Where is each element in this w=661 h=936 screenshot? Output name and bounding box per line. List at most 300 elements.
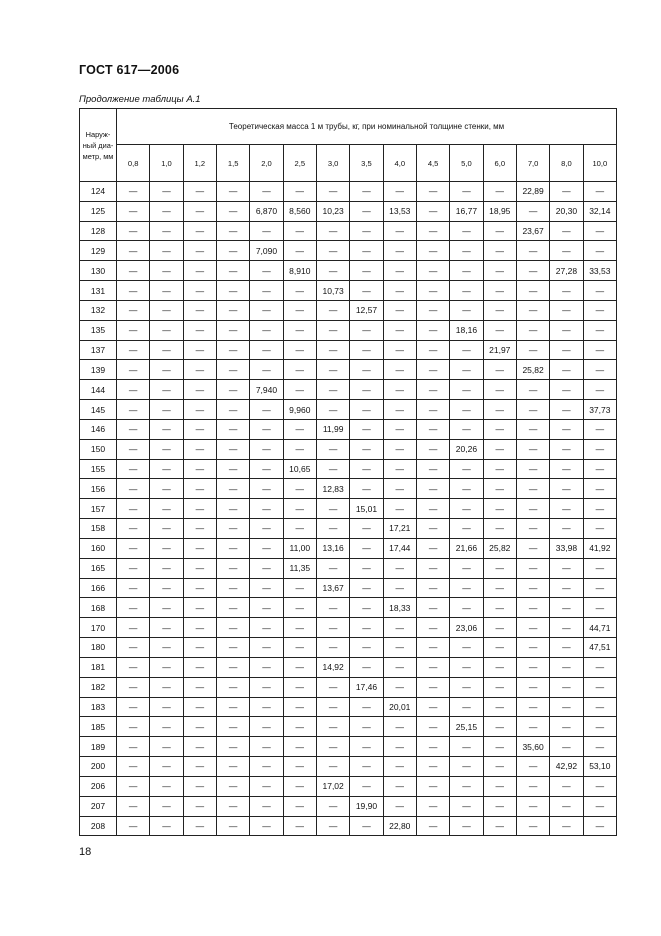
mass-cell: — xyxy=(583,677,617,697)
mass-cell: 20,26 xyxy=(450,439,483,459)
mass-cell: — xyxy=(250,360,283,380)
table-row xyxy=(80,261,617,281)
diameter-cell: 168 xyxy=(80,598,117,618)
mass-cell: — xyxy=(283,598,316,618)
mass-cell: — xyxy=(450,499,483,519)
mass-cell: — xyxy=(416,459,449,479)
mass-cell: 22,80 xyxy=(383,816,416,836)
table-row xyxy=(80,459,617,479)
mass-cell: — xyxy=(117,598,150,618)
mass-cell: — xyxy=(416,281,449,301)
mass-cell: — xyxy=(216,261,249,281)
mass-cell: — xyxy=(383,757,416,777)
mass-cell: — xyxy=(550,439,583,459)
mass-cell: — xyxy=(416,816,449,836)
mass-cell: — xyxy=(183,479,216,499)
mass-cell: — xyxy=(150,182,183,202)
mass-cell: — xyxy=(350,776,383,796)
table-row xyxy=(80,578,617,598)
mass-cell: 44,71 xyxy=(583,618,617,638)
mass-cell: — xyxy=(583,380,617,400)
mass-cell: 16,77 xyxy=(450,201,483,221)
diameter-cell: 200 xyxy=(80,757,117,777)
mass-cell: — xyxy=(183,638,216,658)
mass-cell: — xyxy=(350,201,383,221)
mass-cell: — xyxy=(150,340,183,360)
table-row xyxy=(80,717,617,737)
mass-cell: — xyxy=(283,281,316,301)
mass-cell: — xyxy=(283,796,316,816)
mass-cell: — xyxy=(416,796,449,816)
mass-cell: — xyxy=(583,320,617,340)
mass-cell: — xyxy=(583,519,617,539)
mass-cell: — xyxy=(183,400,216,420)
mass-cell: — xyxy=(416,638,449,658)
table-row xyxy=(80,499,617,519)
mass-cell: — xyxy=(416,300,449,320)
mass-cell: — xyxy=(316,320,349,340)
mass-cell: — xyxy=(583,796,617,816)
mass-cell: — xyxy=(483,717,516,737)
mass-cell: — xyxy=(550,618,583,638)
mass-cell: — xyxy=(283,776,316,796)
mass-cell: — xyxy=(283,757,316,777)
mass-cell: 35,60 xyxy=(516,737,549,757)
mass-cell: 10,73 xyxy=(316,281,349,301)
mass-cell: — xyxy=(383,182,416,202)
mass-cell: — xyxy=(316,618,349,638)
mass-cell: — xyxy=(350,737,383,757)
mass-cell: 18,95 xyxy=(483,201,516,221)
table-row xyxy=(80,419,617,439)
mass-cell: — xyxy=(150,757,183,777)
mass-cell: — xyxy=(283,638,316,658)
mass-cell: — xyxy=(283,182,316,202)
mass-cell: — xyxy=(283,241,316,261)
mass-cell: — xyxy=(350,400,383,420)
mass-cell: — xyxy=(550,697,583,717)
mass-cell: — xyxy=(117,281,150,301)
mass-cell: — xyxy=(450,737,483,757)
diameter-cell: 139 xyxy=(80,360,117,380)
mass-cell: — xyxy=(250,320,283,340)
mass-cell: — xyxy=(316,677,349,697)
mass-cell: — xyxy=(483,380,516,400)
mass-cell: — xyxy=(516,459,549,479)
mass-cell: — xyxy=(383,300,416,320)
mass-cell: 17,46 xyxy=(350,677,383,697)
mass-cell: — xyxy=(250,737,283,757)
mass-cell: — xyxy=(350,657,383,677)
mass-cell: 13,67 xyxy=(316,578,349,598)
mass-cell: — xyxy=(216,281,249,301)
mass-cell: — xyxy=(450,241,483,261)
mass-cell: — xyxy=(183,380,216,400)
table-row xyxy=(80,320,617,340)
mass-cell: — xyxy=(350,459,383,479)
mass-cell: — xyxy=(316,737,349,757)
table-row xyxy=(80,340,617,360)
mass-cell: 53,10 xyxy=(583,757,617,777)
mass-cell: — xyxy=(117,221,150,241)
mass-cell: — xyxy=(117,241,150,261)
mass-cell: — xyxy=(383,499,416,519)
mass-cell: — xyxy=(383,360,416,380)
mass-cell: 33,98 xyxy=(550,538,583,558)
mass-cell: — xyxy=(150,479,183,499)
mass-cell: — xyxy=(117,320,150,340)
mass-cell: — xyxy=(383,340,416,360)
mass-cell: — xyxy=(250,757,283,777)
mass-cell: — xyxy=(450,776,483,796)
mass-cell: — xyxy=(150,578,183,598)
mass-cell: — xyxy=(150,796,183,816)
mass-cell: — xyxy=(216,618,249,638)
mass-cell: — xyxy=(383,380,416,400)
mass-cell: — xyxy=(316,598,349,618)
mass-cell: 17,21 xyxy=(383,519,416,539)
mass-cell: 21,66 xyxy=(450,538,483,558)
mass-cell: — xyxy=(516,201,549,221)
mass-cell: — xyxy=(583,776,617,796)
mass-cell: 41,92 xyxy=(583,538,617,558)
mass-cell: — xyxy=(216,380,249,400)
mass-cell: — xyxy=(416,578,449,598)
diameter-cell: 132 xyxy=(80,300,117,320)
mass-cell: — xyxy=(483,558,516,578)
mass-cell: — xyxy=(350,538,383,558)
thickness-header-row xyxy=(80,145,617,182)
mass-cell: — xyxy=(416,380,449,400)
mass-cell: — xyxy=(583,300,617,320)
mass-cell: — xyxy=(383,479,416,499)
mass-cell: — xyxy=(216,757,249,777)
mass-cell: — xyxy=(350,558,383,578)
mass-cell: 13,16 xyxy=(316,538,349,558)
mass-cell: — xyxy=(350,261,383,281)
mass-cell: — xyxy=(516,320,549,340)
table-row xyxy=(80,697,617,717)
mass-cell: — xyxy=(183,618,216,638)
mass-cell: — xyxy=(150,677,183,697)
mass-cell: — xyxy=(150,737,183,757)
mass-cell: — xyxy=(550,776,583,796)
table-row xyxy=(80,281,617,301)
mass-cell: — xyxy=(117,201,150,221)
thickness-header: 2,5 xyxy=(283,145,316,182)
thickness-header: 3,5 xyxy=(350,145,383,182)
mass-cell: — xyxy=(483,261,516,281)
mass-cell: 9,960 xyxy=(283,400,316,420)
table-row xyxy=(80,360,617,380)
mass-cell: — xyxy=(550,479,583,499)
mass-cell: 21,97 xyxy=(483,340,516,360)
mass-cell: — xyxy=(150,201,183,221)
mass-cell: 17,02 xyxy=(316,776,349,796)
mass-cell: — xyxy=(516,419,549,439)
mass-cell: 10,65 xyxy=(283,459,316,479)
mass-cell: — xyxy=(583,241,617,261)
mass-cell: — xyxy=(316,757,349,777)
table-row xyxy=(80,241,617,261)
mass-cell: — xyxy=(583,499,617,519)
mass-cell: — xyxy=(216,578,249,598)
mass-cell: — xyxy=(316,400,349,420)
mass-cell: — xyxy=(283,697,316,717)
mass-cell: 13,53 xyxy=(383,201,416,221)
table-row xyxy=(80,300,617,320)
mass-cell: 19,90 xyxy=(350,796,383,816)
diameter-cell: 137 xyxy=(80,340,117,360)
mass-cell: — xyxy=(283,479,316,499)
mass-cell: — xyxy=(250,300,283,320)
mass-cell: — xyxy=(316,717,349,737)
mass-cell: — xyxy=(516,400,549,420)
mass-cell: — xyxy=(117,261,150,281)
mass-cell: — xyxy=(216,638,249,658)
mass-cell: — xyxy=(183,796,216,816)
mass-cell: — xyxy=(516,598,549,618)
mass-cell: — xyxy=(117,816,150,836)
mass-cell: — xyxy=(283,300,316,320)
mass-cell: — xyxy=(416,320,449,340)
thickness-header: 10,0 xyxy=(583,145,617,182)
mass-cell: — xyxy=(117,638,150,658)
mass-cell: — xyxy=(416,717,449,737)
mass-cell: — xyxy=(516,757,549,777)
page-number: 18 xyxy=(79,846,92,858)
mass-cell: — xyxy=(283,439,316,459)
mass-cell: — xyxy=(250,499,283,519)
thickness-header: 5,0 xyxy=(450,145,483,182)
mass-cell: — xyxy=(516,479,549,499)
mass-cell: — xyxy=(117,677,150,697)
mass-cell: 7,090 xyxy=(250,241,283,261)
mass-cell: — xyxy=(350,281,383,301)
mass-cell: 18,16 xyxy=(450,320,483,340)
mass-cell: — xyxy=(583,816,617,836)
mass-cell: — xyxy=(450,380,483,400)
diameter-cell: 180 xyxy=(80,638,117,658)
mass-cell: — xyxy=(250,638,283,658)
mass-cell: — xyxy=(150,816,183,836)
mass-cell: — xyxy=(216,360,249,380)
mass-cell: 25,82 xyxy=(516,360,549,380)
mass-cell: — xyxy=(516,638,549,658)
mass-cell: 47,51 xyxy=(583,638,617,658)
mass-cell: — xyxy=(117,360,150,380)
thickness-header: 4,5 xyxy=(416,145,449,182)
mass-cell: — xyxy=(216,300,249,320)
mass-cell: — xyxy=(183,558,216,578)
mass-cell: — xyxy=(516,717,549,737)
mass-cell: — xyxy=(150,638,183,658)
mass-cell: — xyxy=(250,558,283,578)
mass-cell: — xyxy=(383,796,416,816)
mass-cell: — xyxy=(283,816,316,836)
mass-cell: — xyxy=(583,340,617,360)
mass-cell: — xyxy=(150,320,183,340)
mass-cell: — xyxy=(416,538,449,558)
mass-cell: — xyxy=(383,578,416,598)
mass-cell: — xyxy=(250,261,283,281)
mass-cell: — xyxy=(316,558,349,578)
mass-cell: — xyxy=(416,261,449,281)
mass-cell: 12,57 xyxy=(350,300,383,320)
thickness-header: 8,0 xyxy=(550,145,583,182)
mass-cell: — xyxy=(183,538,216,558)
mass-cell: — xyxy=(216,340,249,360)
mass-cell: — xyxy=(250,479,283,499)
mass-cell: — xyxy=(117,697,150,717)
mass-cell: — xyxy=(250,340,283,360)
diameter-cell: 129 xyxy=(80,241,117,261)
mass-cell: — xyxy=(350,241,383,261)
mass-cell: — xyxy=(483,816,516,836)
mass-cell: 23,67 xyxy=(516,221,549,241)
mass-cell: — xyxy=(183,717,216,737)
mass-cell: — xyxy=(550,340,583,360)
mass-cell: — xyxy=(450,400,483,420)
mass-cell: 14,92 xyxy=(316,657,349,677)
mass-cell: — xyxy=(583,281,617,301)
diameter-cell: 182 xyxy=(80,677,117,697)
mass-cell: 15,01 xyxy=(350,499,383,519)
mass-cell: — xyxy=(183,816,216,836)
mass-cell: 23,06 xyxy=(450,618,483,638)
mass-cell: — xyxy=(416,519,449,539)
mass-cell: — xyxy=(283,499,316,519)
mass-cell: — xyxy=(516,538,549,558)
mass-cell: — xyxy=(483,677,516,697)
mass-cell: — xyxy=(216,400,249,420)
mass-cell: — xyxy=(117,340,150,360)
mass-cell: — xyxy=(483,578,516,598)
mass-cell: 12,83 xyxy=(316,479,349,499)
mass-cell: — xyxy=(383,618,416,638)
mass-cell: 11,99 xyxy=(316,419,349,439)
mass-cell: — xyxy=(183,300,216,320)
mass-cell: — xyxy=(150,717,183,737)
diameter-cell: 157 xyxy=(80,499,117,519)
mass-cell: — xyxy=(117,717,150,737)
mass-cell: — xyxy=(117,400,150,420)
mass-cell: — xyxy=(250,578,283,598)
mass-cell: — xyxy=(483,419,516,439)
table-row xyxy=(80,638,617,658)
mass-cell: — xyxy=(216,419,249,439)
mass-cell: — xyxy=(117,479,150,499)
diameter-cell: 189 xyxy=(80,737,117,757)
mass-cell: — xyxy=(416,677,449,697)
mass-cell: — xyxy=(383,241,416,261)
thickness-header: 3,0 xyxy=(316,145,349,182)
mass-cell: — xyxy=(550,400,583,420)
mass-cell: — xyxy=(250,697,283,717)
mass-cell: — xyxy=(117,182,150,202)
table-row xyxy=(80,221,617,241)
mass-cell: — xyxy=(316,300,349,320)
mass-cell: — xyxy=(450,479,483,499)
diameter-cell: 124 xyxy=(80,182,117,202)
mass-cell: — xyxy=(350,221,383,241)
mass-cell: — xyxy=(117,796,150,816)
mass-cell: — xyxy=(183,459,216,479)
mass-cell: — xyxy=(450,221,483,241)
mass-cell: — xyxy=(250,717,283,737)
mass-cell: — xyxy=(283,737,316,757)
mass-cell: — xyxy=(416,400,449,420)
mass-cell: — xyxy=(150,657,183,677)
mass-cell: — xyxy=(150,538,183,558)
mass-cell: — xyxy=(483,796,516,816)
diameter-cell: 170 xyxy=(80,618,117,638)
mass-cell: — xyxy=(216,439,249,459)
diameter-cell: 130 xyxy=(80,261,117,281)
mass-cell: — xyxy=(450,261,483,281)
mass-cell: — xyxy=(216,737,249,757)
mass-cell: — xyxy=(316,380,349,400)
mass-cell: — xyxy=(550,182,583,202)
mass-cell: 25,15 xyxy=(450,717,483,737)
mass-cell: — xyxy=(516,776,549,796)
mass-cell: — xyxy=(283,717,316,737)
mass-cell: — xyxy=(283,340,316,360)
mass-cell: — xyxy=(150,360,183,380)
mass-cell: — xyxy=(416,360,449,380)
mass-cell: — xyxy=(416,419,449,439)
table-header-row xyxy=(80,109,617,145)
mass-cell: — xyxy=(316,261,349,281)
mass-cell: — xyxy=(117,300,150,320)
mass-cell: — xyxy=(150,380,183,400)
mass-cell: 25,82 xyxy=(483,538,516,558)
table-caption: Продолжение таблицы А.1 xyxy=(79,94,201,105)
mass-cell: — xyxy=(316,439,349,459)
mass-cell: — xyxy=(450,300,483,320)
mass-cell: 37,73 xyxy=(583,400,617,420)
mass-cell: — xyxy=(350,360,383,380)
mass-cell: — xyxy=(316,459,349,479)
mass-cell: — xyxy=(450,558,483,578)
table-row xyxy=(80,182,617,202)
mass-cell: — xyxy=(583,578,617,598)
diameter-cell: 128 xyxy=(80,221,117,241)
mass-cell: — xyxy=(150,776,183,796)
mass-cell: — xyxy=(183,439,216,459)
mass-cell: — xyxy=(383,677,416,697)
mass-cell: — xyxy=(450,419,483,439)
mass-cell: — xyxy=(416,776,449,796)
mass-cell: — xyxy=(583,717,617,737)
mass-cell: — xyxy=(550,816,583,836)
mass-cell: — xyxy=(550,717,583,737)
mass-cell: — xyxy=(117,459,150,479)
mass-cell: — xyxy=(450,638,483,658)
mass-cell: — xyxy=(283,360,316,380)
mass-cell: — xyxy=(416,558,449,578)
diameter-cell: 208 xyxy=(80,816,117,836)
mass-cell: — xyxy=(250,281,283,301)
mass-cell: — xyxy=(450,459,483,479)
mass-cell: — xyxy=(350,419,383,439)
mass-cell: — xyxy=(483,598,516,618)
table-row xyxy=(80,657,617,677)
mass-cell: — xyxy=(383,776,416,796)
mass-cell: — xyxy=(350,697,383,717)
table-row xyxy=(80,439,617,459)
mass-cell: — xyxy=(583,182,617,202)
